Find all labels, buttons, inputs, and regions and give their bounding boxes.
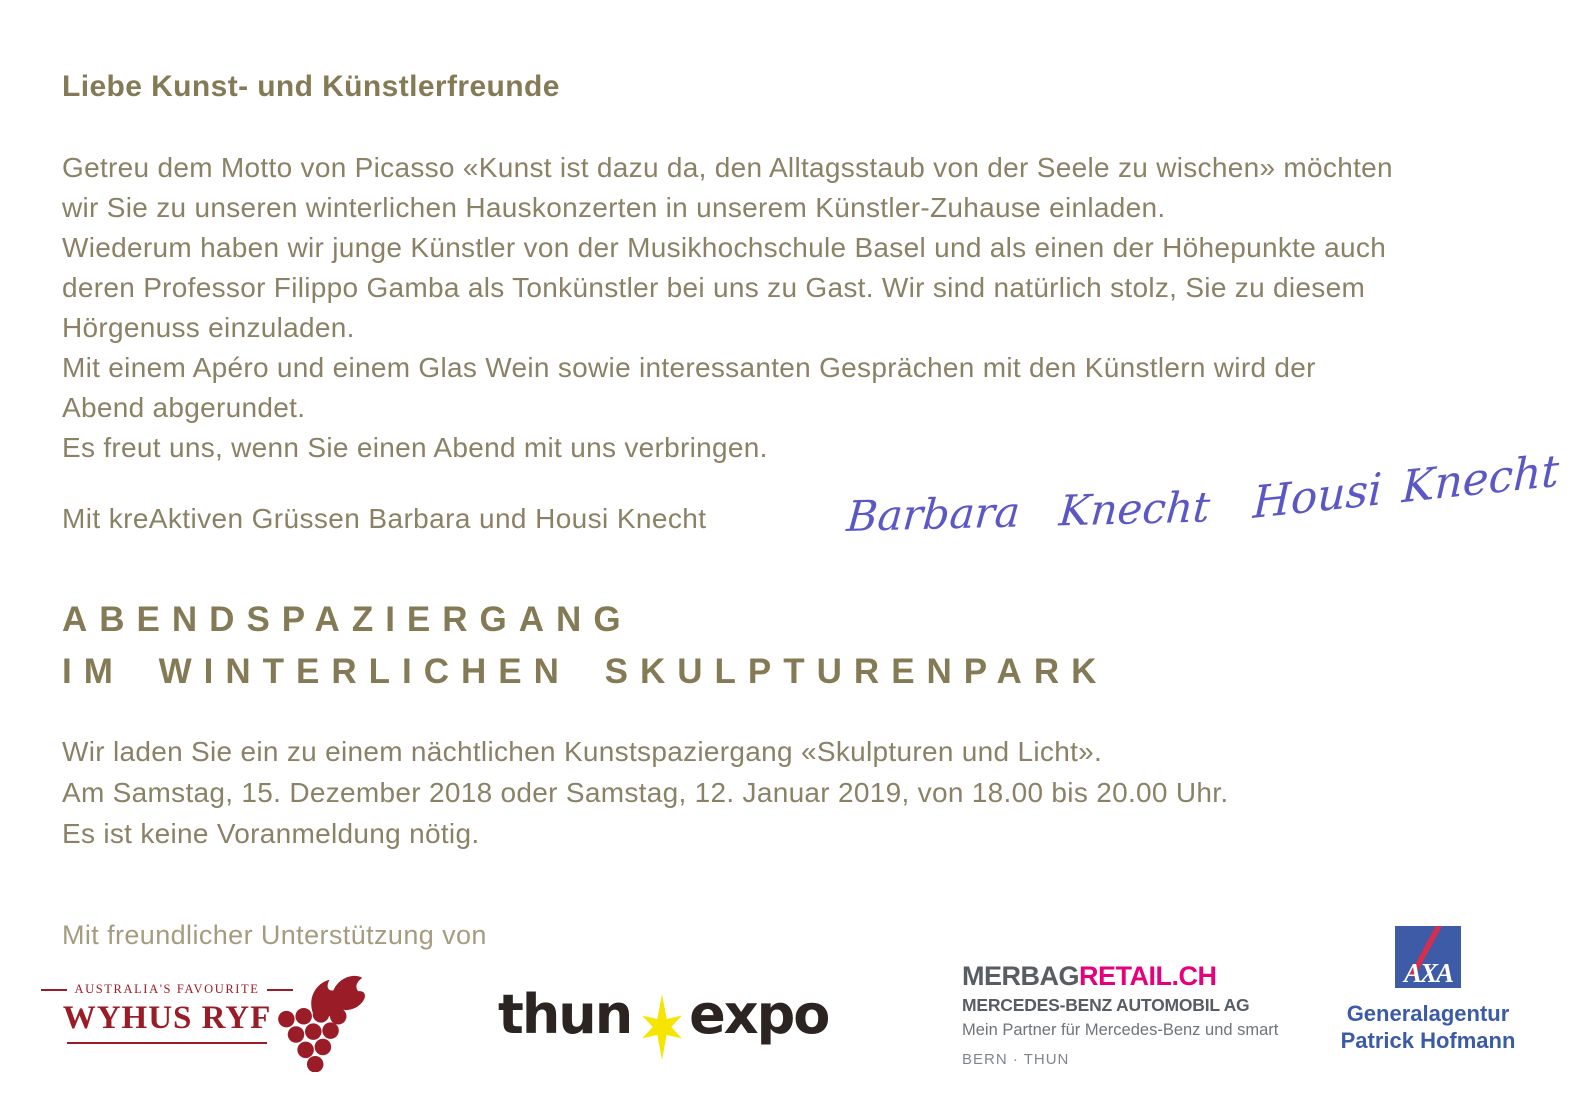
- intro-line: Es freut uns, wenn Sie einen Abend mit uns verbringen.: [62, 432, 768, 463]
- merbag-subtitle: MERCEDES-BENZ AUTOMOBIL AG: [962, 995, 1250, 1015]
- expo-wordmark: expo: [689, 983, 829, 1046]
- merbag-tagline: Mein Partner für Mercedes-Benz und smart: [962, 1021, 1279, 1039]
- thun-wordmark: thun: [498, 983, 632, 1046]
- signature-barbara: Barbara Knecht: [845, 482, 1212, 541]
- intro-line: Getreu dem Motto von Picasso «Kunst ist dazu da, den Alltagsstaub von der Seele zu wischen» möchten: [62, 152, 1393, 183]
- salutation: Liebe Kunst- und Künstlerfreunde: [62, 70, 560, 103]
- wyhus-tagline-text: AUSTRALIA'S FAVOURITE: [74, 982, 260, 996]
- event-title-line1: ABENDSPAZIERGANG: [62, 600, 633, 639]
- event-paragraph: [62, 731, 1228, 854]
- axa-agency-text: [1328, 1000, 1528, 1054]
- axa-wordmark: AXA: [1403, 958, 1453, 988]
- merbag-brand-line: [962, 961, 1278, 992]
- signature-housi: Housi Knecht: [1252, 445, 1560, 529]
- axa-agency-line1: Generalagentur: [1346, 1001, 1510, 1026]
- closing-line: Mit kreAktiven Grüssen Barbara und Housi Knecht: [62, 503, 707, 534]
- intro-line: Wiederum haben wir junge Künstler von der Musikhochschule Basel und als einen der Höhepunkte auch: [62, 232, 1387, 263]
- wyhus-ryf-logo: [62, 982, 272, 1044]
- star-icon: [629, 990, 695, 1073]
- intro-paragraph: [62, 148, 1393, 468]
- grapes-icon: [272, 972, 368, 1077]
- event-line: Es ist keine Voranmeldung nötig.: [62, 818, 480, 849]
- axa-logo: [1395, 926, 1461, 988]
- sponsors-label: Mit freundlicher Unterstützung von: [62, 920, 487, 950]
- event-line: Wir laden Sie ein zu einem nächtlichen Kunstspaziergang «Skulpturen und Licht».: [62, 736, 1103, 767]
- wyhus-name: WYHUS RYF: [62, 1000, 272, 1036]
- event-title: [62, 594, 1108, 698]
- event-line: Am Samstag, 15. Dezember 2018 oder Samstag, 12. Januar 2019, von 18.00 bis 20.00 Uhr.: [62, 777, 1229, 808]
- wyhus-tagline: [62, 982, 272, 997]
- rule-left: [41, 989, 67, 991]
- wyhus-underline: [67, 1042, 267, 1044]
- merbag-brand-suffix: RETAIL.CH: [1079, 961, 1217, 991]
- merbag-brand: MERBAG: [962, 961, 1079, 991]
- thun-expo-logo: [498, 983, 829, 1073]
- event-title-line2: IM WINTERLICHEN SKULPTURENPARK: [62, 652, 1109, 691]
- intro-line: Mit einem Apéro und einem Glas Wein sowie interessanten Gesprächen mit den Künstlern wird der: [62, 352, 1316, 383]
- intro-line: Hörgenuss einzuladen.: [62, 312, 355, 343]
- intro-line: wir Sie zu unseren winterlichen Hauskonzerten in unserem Künstler-Zuhause einladen.: [62, 192, 1166, 223]
- intro-line: deren Professor Filippo Gamba als Tonkünstler bei uns zu Gast. Wir sind natürlich stolz, Sie zu diesem: [62, 272, 1366, 303]
- axa-agency-line2: Patrick Hofmann: [1340, 1028, 1516, 1053]
- merbag-cities: BERN · THUN: [962, 1051, 1070, 1068]
- merbag-logo: [962, 961, 1278, 1068]
- intro-line: Abend abgerundet.: [62, 392, 306, 423]
